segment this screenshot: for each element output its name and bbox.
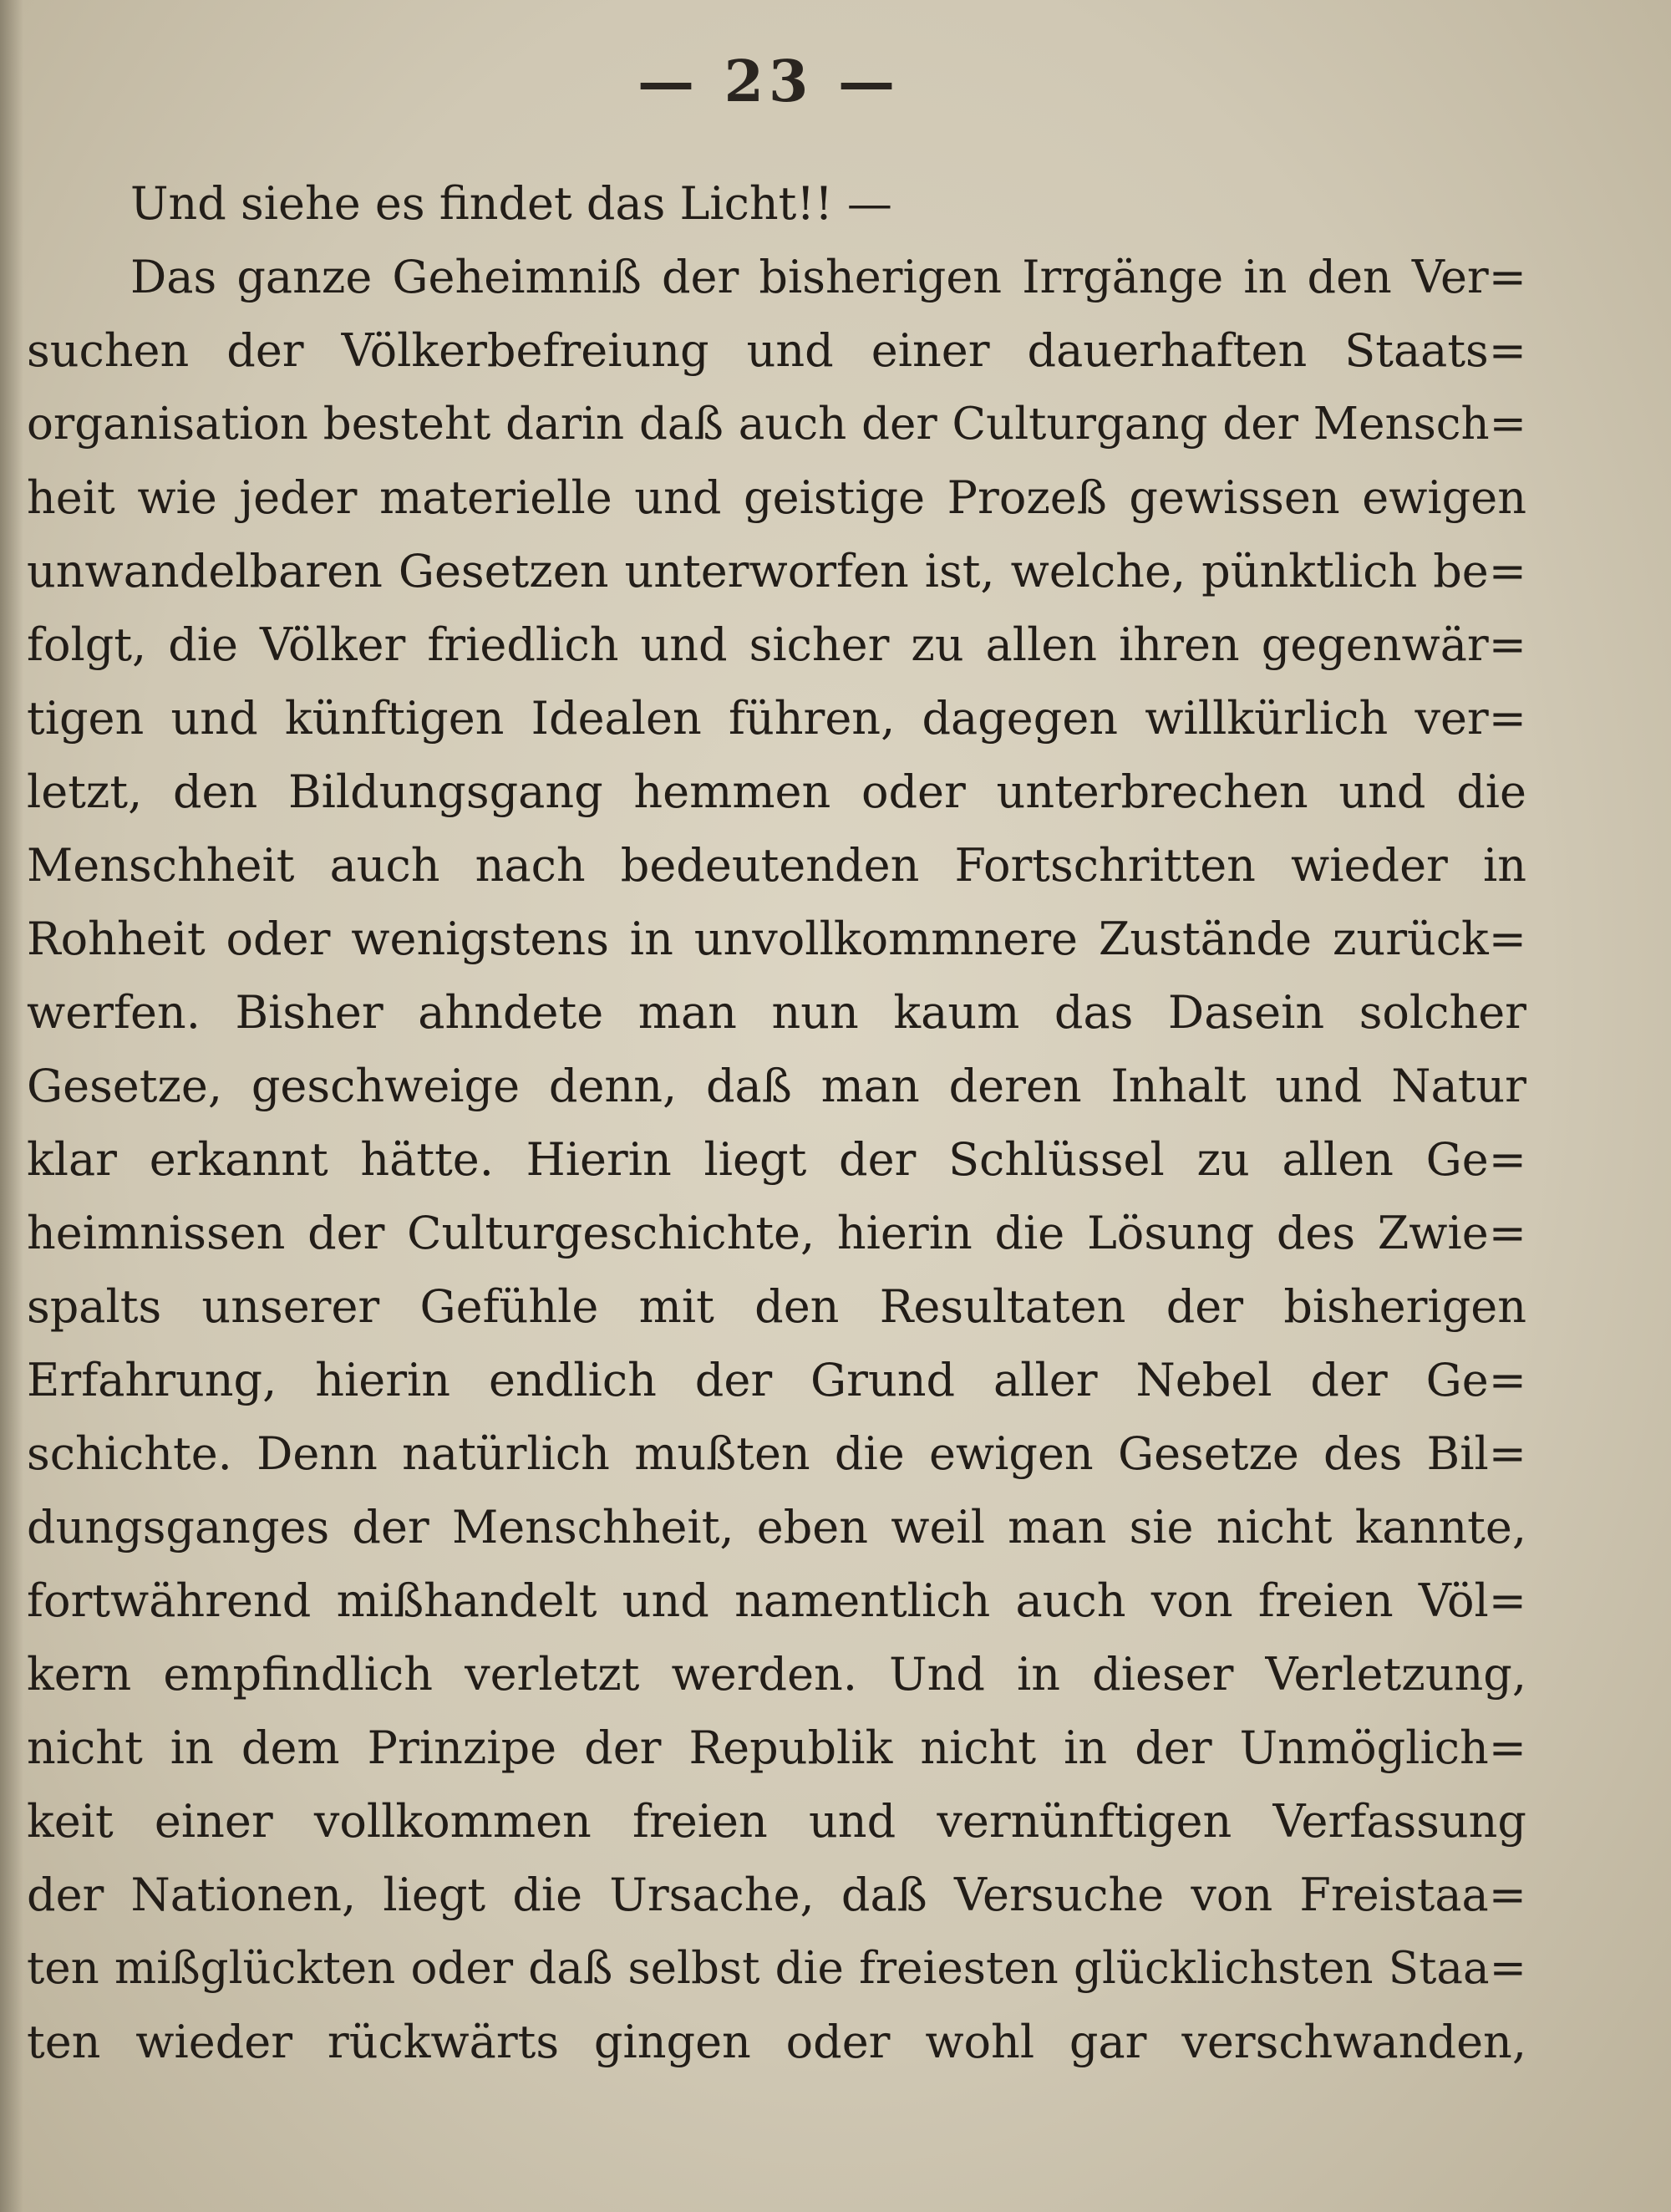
text-line: dungsganges der Menschheit, eben weil man sie nicht kannte, <box>27 1501 1526 1553</box>
text-line: werfen. Bisher ahndete man nun kaum das Dasein solcher <box>27 986 1526 1039</box>
text-line: ten mißglückten oder daß selbst die freiesten glücklichsten Staa= <box>27 1943 1526 1994</box>
page-number: — 23 — <box>637 48 900 115</box>
text-line: Erfahrung, hierin endlich der Grund aller Nebel der Ge= <box>27 1354 1526 1406</box>
text-line: Gesetze, geschweige denn, daß man deren Inhalt und Natur <box>27 1060 1526 1112</box>
text-line: Rohheit oder wenigstens in unvollkommnere Zustände zurück= <box>27 913 1526 965</box>
text-line: organisation besteht darin daß auch der Culturgang der Mensch= <box>27 399 1526 450</box>
text-line: nicht in dem Prinzipe der Republik nicht in der Unmöglich= <box>27 1721 1526 1774</box>
text-line: keit einer vollkommen freien und vernünftigen Verfassung <box>27 1795 1526 1848</box>
text-line: Menschheit auch nach bedeutenden Fortschritten wieder in <box>27 839 1526 892</box>
text-line: folgt, die Völker friedlich und sicher zu allen ihren gegenwär= <box>27 618 1526 671</box>
text-line: heimnissen der Culturgeschichte, hierin die Lösung des Zwie= <box>27 1207 1526 1259</box>
text-line: kern empfindlich verletzt werden. Und in dieser Verletzung, <box>27 1648 1526 1701</box>
text-line: der Nationen, liegt die Ursache, daß Versuche von Freistaa= <box>27 1869 1526 1921</box>
text-line: schichte. Denn natürlich mußten die ewigen Gesetze des Bil= <box>27 1427 1526 1480</box>
page-edge-shadow <box>0 0 23 2212</box>
text-line: spalts unserer Gefühle mit den Resultaten der bisherigen <box>27 1280 1526 1333</box>
text-line: Und siehe es findet das Licht!! — <box>130 177 892 230</box>
text-line: ten wieder rückwärts gingen oder wohl gar verschwanden, <box>27 2016 1526 2068</box>
text-line: suchen der Völkerbefreiung und einer dauerhaften Staats= <box>27 324 1526 377</box>
text-line: klar erkannt hätte. Hierin liegt der Schlüssel zu allen Ge= <box>27 1133 1526 1186</box>
text-line: letzt, den Bildungsgang hemmen oder unterbrechen und die <box>27 765 1526 818</box>
text-line: tigen und künftigen Idealen führen, dagegen willkürlich ver= <box>27 692 1526 745</box>
text-line: Das ganze Geheimniß der bisherigen Irrgänge in den Ver= <box>130 251 1526 303</box>
text-line: fortwährend mißhandelt und namentlich auch von freien Völ= <box>27 1574 1526 1627</box>
body-text <box>27 167 1526 2079</box>
text-line: heit wie jeder materielle und geistige Prozeß gewissen ewigen <box>27 471 1526 524</box>
text-line: unwandelbaren Gesetzen unterworfen ist, welche, pünktlich be= <box>27 545 1526 597</box>
